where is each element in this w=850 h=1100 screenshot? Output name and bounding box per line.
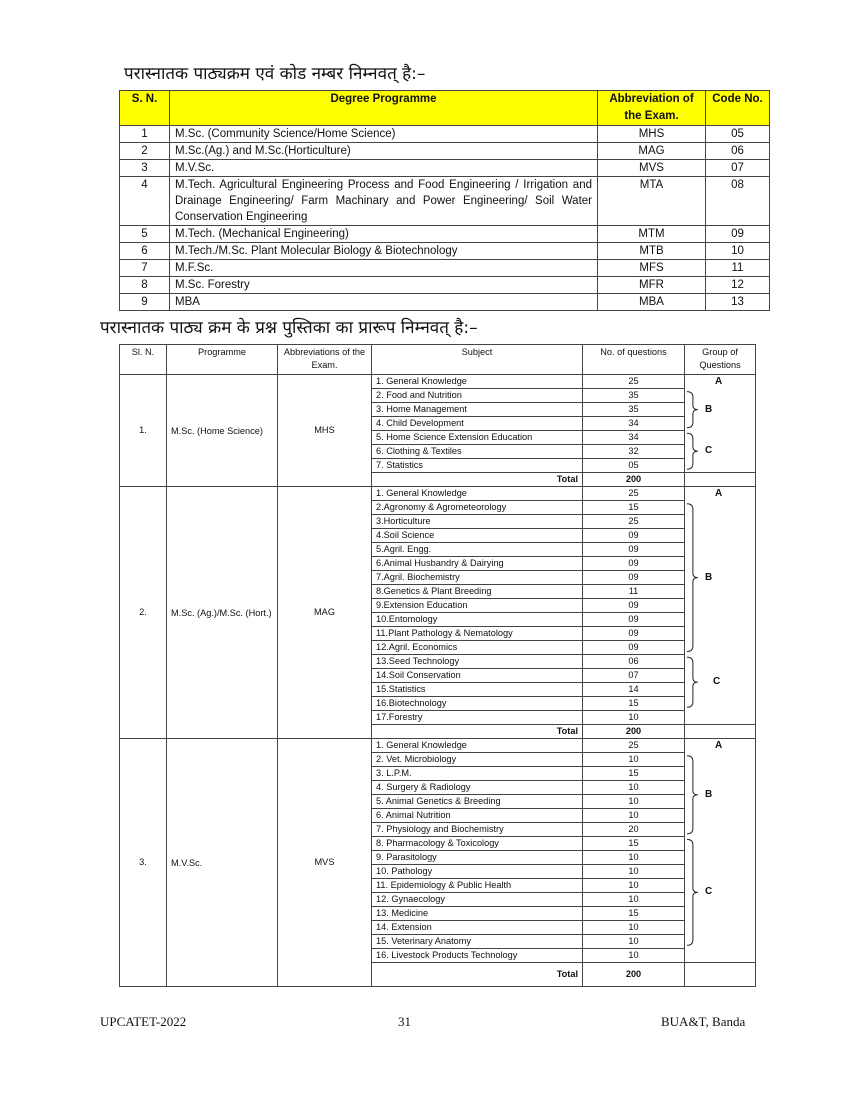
group-label-b: B <box>705 788 713 800</box>
subject-name: 15. Veterinary Anatomy <box>372 935 583 949</box>
curly-brace-icon <box>687 756 698 834</box>
exam-abbreviation: MHS <box>598 126 706 143</box>
serial-number: 8 <box>120 277 170 294</box>
header-sn: S. N. <box>120 91 170 126</box>
serial-number: 9 <box>120 294 170 311</box>
subject-name: 4.Soil Science <box>372 529 583 543</box>
question-count: 25 <box>583 515 685 529</box>
header-abbreviation: Abbreviation of the Exam. <box>598 91 706 126</box>
subject-name: 12.Agril. Economics <box>372 641 583 655</box>
question-count: 35 <box>583 389 685 403</box>
exam-abbreviation: MAG <box>278 487 372 739</box>
question-count: 10 <box>583 949 685 963</box>
total-label: Total <box>372 725 583 739</box>
header-sl-no: Sl. N. <box>120 345 167 375</box>
header-code: Code No. <box>706 91 770 126</box>
subject-name: 7. Physiology and Biochemistry <box>372 823 583 837</box>
subject-name: 6. Animal Nutrition <box>372 809 583 823</box>
footer-page-number: 31 <box>398 1014 411 1029</box>
question-count: 20 <box>583 823 685 837</box>
subject-name: 12. Gynaecology <box>372 893 583 907</box>
curly-brace-icon <box>687 657 698 707</box>
subject-name: 16.Biotechnology <box>372 697 583 711</box>
subject-name: 7.Agril. Biochemistry <box>372 571 583 585</box>
question-count: 32 <box>583 445 685 459</box>
exam-abbreviation: MAG <box>598 143 706 160</box>
question-count: 10 <box>583 921 685 935</box>
subject-name: 7. Statistics <box>372 459 583 473</box>
total-questions: 200 <box>583 963 685 987</box>
serial-number: 2 <box>120 143 170 160</box>
code-number: 11 <box>706 260 770 277</box>
header-no-of-questions: No. of questions <box>583 345 685 375</box>
question-count: 34 <box>583 431 685 445</box>
serial-number: 4 <box>120 177 170 226</box>
subject-name: 3. L.P.M. <box>372 767 583 781</box>
subject-name: 4. Surgery & Radiology <box>372 781 583 795</box>
exam-abbreviation: MVS <box>278 739 372 987</box>
group-label-a: A <box>715 488 723 499</box>
serial-number: 6 <box>120 243 170 260</box>
header-group: Group of Questions <box>685 345 756 375</box>
serial-number: 3. <box>120 739 167 987</box>
subject-name: 14. Extension <box>372 921 583 935</box>
subject-name: 9.Extension Education <box>372 599 583 613</box>
serial-number: 7 <box>120 260 170 277</box>
brace-layer <box>685 487 755 724</box>
section-heading-programmes: परास्नातक पाठ्यक्रम एवं कोड नम्बर निम्नवत् है:– <box>124 64 426 84</box>
group-column <box>685 487 756 725</box>
serial-number: 1. <box>120 375 167 487</box>
total-label: Total <box>372 473 583 487</box>
question-count: 15 <box>583 501 685 515</box>
question-count: 06 <box>583 655 685 669</box>
question-count: 10 <box>583 809 685 823</box>
subject-name: 5. Animal Genetics & Breeding <box>372 795 583 809</box>
programme-code-table <box>119 90 770 311</box>
question-count: 11 <box>583 585 685 599</box>
question-count: 09 <box>583 571 685 585</box>
subject-name: 6. Clothing & Textiles <box>372 445 583 459</box>
question-count: 09 <box>583 557 685 571</box>
question-count: 09 <box>583 543 685 557</box>
group-column <box>685 739 756 963</box>
code-number: 13 <box>706 294 770 311</box>
curly-brace-icon <box>687 504 698 652</box>
table1-header-row <box>120 91 770 126</box>
table-row <box>120 243 770 260</box>
table-row <box>120 143 770 160</box>
serial-number: 5 <box>120 226 170 243</box>
exam-abbreviation: MHS <box>278 375 372 487</box>
table-row <box>120 177 770 226</box>
question-count: 15 <box>583 907 685 921</box>
code-number: 12 <box>706 277 770 294</box>
page-content <box>0 62 850 987</box>
group-brackets <box>685 739 755 962</box>
subject-name: 14.Soil Conservation <box>372 669 583 683</box>
exam-abbreviation: MVS <box>598 160 706 177</box>
serial-number: 3 <box>120 160 170 177</box>
group-label-a: A <box>715 740 723 751</box>
serial-number: 2. <box>120 487 167 739</box>
question-count: 25 <box>583 375 685 389</box>
exam-abbreviation: MTA <box>598 177 706 226</box>
subject-name: 10.Entomology <box>372 613 583 627</box>
subject-name: 3. Home Management <box>372 403 583 417</box>
group-label-c: C <box>705 886 713 898</box>
question-count: 09 <box>583 613 685 627</box>
group-brackets <box>685 375 755 472</box>
table-row <box>120 126 770 143</box>
question-count: 35 <box>583 403 685 417</box>
code-number: 09 <box>706 226 770 243</box>
subject-name: 2. Vet. Microbiology <box>372 753 583 767</box>
question-count: 05 <box>583 459 685 473</box>
subject-name: 1. General Knowledge <box>372 487 583 501</box>
curly-brace-icon <box>687 433 698 469</box>
footer-university: BUA&T, Banda <box>661 1014 746 1029</box>
subject-name: 6.Animal Husbandry & Dairying <box>372 557 583 571</box>
exam-abbreviation: MTB <box>598 243 706 260</box>
subject-row <box>120 375 756 389</box>
question-booklet-table <box>119 344 756 987</box>
subject-name: 15.Statistics <box>372 683 583 697</box>
programme-name: M.Sc. (Ag.)/M.Sc. (Hort.) <box>167 487 278 739</box>
serial-number: 1 <box>120 126 170 143</box>
subject-name: 5.Agril. Engg. <box>372 543 583 557</box>
curly-brace-icon <box>687 392 698 428</box>
header-subject: Subject <box>372 345 583 375</box>
footer-exam-name: UPCATET-2022 <box>100 1014 187 1029</box>
degree-programme: M.Tech. Agricultural Engineering Process and Food Engineering / Irrigation and Drainage Engineering/ Farm Machinary and Power Engineering/ Soil Water Conservation Engineering <box>170 177 598 226</box>
subject-name: 4. Child Development <box>372 417 583 431</box>
section-heading-booklet-format: परास्नातक पाठ्य क्रम के प्रश्न पुस्तिका का प्रारूप निम्नवत् है:– <box>100 318 478 338</box>
exam-abbreviation: MFR <box>598 277 706 294</box>
question-count: 10 <box>583 851 685 865</box>
subject-name: 10. Pathology <box>372 865 583 879</box>
group-label-c: C <box>713 676 721 688</box>
question-count: 10 <box>583 781 685 795</box>
subject-row <box>120 487 756 501</box>
group-label-a: A <box>715 376 723 387</box>
group-empty-cell <box>685 725 756 739</box>
degree-programme: M.F.Sc. <box>170 260 598 277</box>
programme-name: M.V.Sc. <box>167 739 278 987</box>
question-count: 15 <box>583 837 685 851</box>
question-count: 10 <box>583 711 685 725</box>
code-number: 06 <box>706 143 770 160</box>
question-count: 10 <box>583 893 685 907</box>
total-questions: 200 <box>583 725 685 739</box>
question-count: 10 <box>583 865 685 879</box>
total-questions: 200 <box>583 473 685 487</box>
subject-name: 5. Home Science Extension Education <box>372 431 583 445</box>
group-empty-cell <box>685 963 756 987</box>
brace-layer <box>685 375 755 472</box>
subject-name: 13.Seed Technology <box>372 655 583 669</box>
subject-name: 17.Forestry <box>372 711 583 725</box>
question-count: 07 <box>583 669 685 683</box>
header-programme: Programme <box>167 345 278 375</box>
question-count: 25 <box>583 739 685 753</box>
question-count: 25 <box>583 487 685 501</box>
degree-programme: M.Sc. (Community Science/Home Science) <box>170 126 598 143</box>
subject-name: 8.Genetics & Plant Breeding <box>372 585 583 599</box>
question-count: 10 <box>583 935 685 949</box>
brace-layer <box>685 739 755 962</box>
code-number: 07 <box>706 160 770 177</box>
question-count: 15 <box>583 697 685 711</box>
degree-programme: M.Tech. (Mechanical Engineering) <box>170 226 598 243</box>
header-degree-programme: Degree Programme <box>170 91 598 126</box>
question-count: 09 <box>583 529 685 543</box>
question-count: 14 <box>583 683 685 697</box>
degree-programme: MBA <box>170 294 598 311</box>
code-number: 05 <box>706 126 770 143</box>
question-count: 09 <box>583 599 685 613</box>
table-row <box>120 294 770 311</box>
subject-row <box>120 739 756 753</box>
degree-programme: M.Sc.(Ag.) and M.Sc.(Horticulture) <box>170 143 598 160</box>
question-count: 10 <box>583 879 685 893</box>
group-label-b: B <box>705 571 713 583</box>
question-count: 10 <box>583 795 685 809</box>
subject-name: 9. Parasitology <box>372 851 583 865</box>
subject-name: 13. Medicine <box>372 907 583 921</box>
table2-header-row <box>120 345 756 375</box>
group-column <box>685 375 756 473</box>
programme-name: M.Sc. (Home Science) <box>167 375 278 487</box>
question-count: 10 <box>583 753 685 767</box>
table-row <box>120 226 770 243</box>
total-label: Total <box>372 963 583 987</box>
question-count: 15 <box>583 767 685 781</box>
degree-programme: M.Sc. Forestry <box>170 277 598 294</box>
subject-name: 11.Plant Pathology & Nematology <box>372 627 583 641</box>
header-abbreviations: Abbreviations of the Exam. <box>278 345 372 375</box>
curly-brace-icon <box>687 839 698 945</box>
exam-abbreviation: MTM <box>598 226 706 243</box>
subject-name: 11. Epidemiology & Public Health <box>372 879 583 893</box>
code-number: 10 <box>706 243 770 260</box>
question-count: 09 <box>583 641 685 655</box>
subject-name: 2. Food and Nutrition <box>372 389 583 403</box>
subject-name: 2.Agronomy & Agrometeorology <box>372 501 583 515</box>
exam-abbreviation: MBA <box>598 294 706 311</box>
question-count: 09 <box>583 627 685 641</box>
degree-programme: M.Tech./M.Sc. Plant Molecular Biology & Biotechnology <box>170 243 598 260</box>
group-brackets <box>685 487 755 724</box>
table-row <box>120 160 770 177</box>
code-number: 08 <box>706 177 770 226</box>
question-count: 34 <box>583 417 685 431</box>
subject-name: 1. General Knowledge <box>372 739 583 753</box>
subject-name: 16. Livestock Products Technology <box>372 949 583 963</box>
group-label-c: C <box>705 445 713 457</box>
exam-abbreviation: MFS <box>598 260 706 277</box>
table-row <box>120 260 770 277</box>
degree-programme: M.V.Sc. <box>170 160 598 177</box>
group-empty-cell <box>685 473 756 487</box>
subject-name: 8. Pharmacology & Toxicology <box>372 837 583 851</box>
table-row <box>120 277 770 294</box>
group-label-b: B <box>705 403 713 415</box>
subject-name: 3.Horticulture <box>372 515 583 529</box>
subject-name: 1. General Knowledge <box>372 375 583 389</box>
